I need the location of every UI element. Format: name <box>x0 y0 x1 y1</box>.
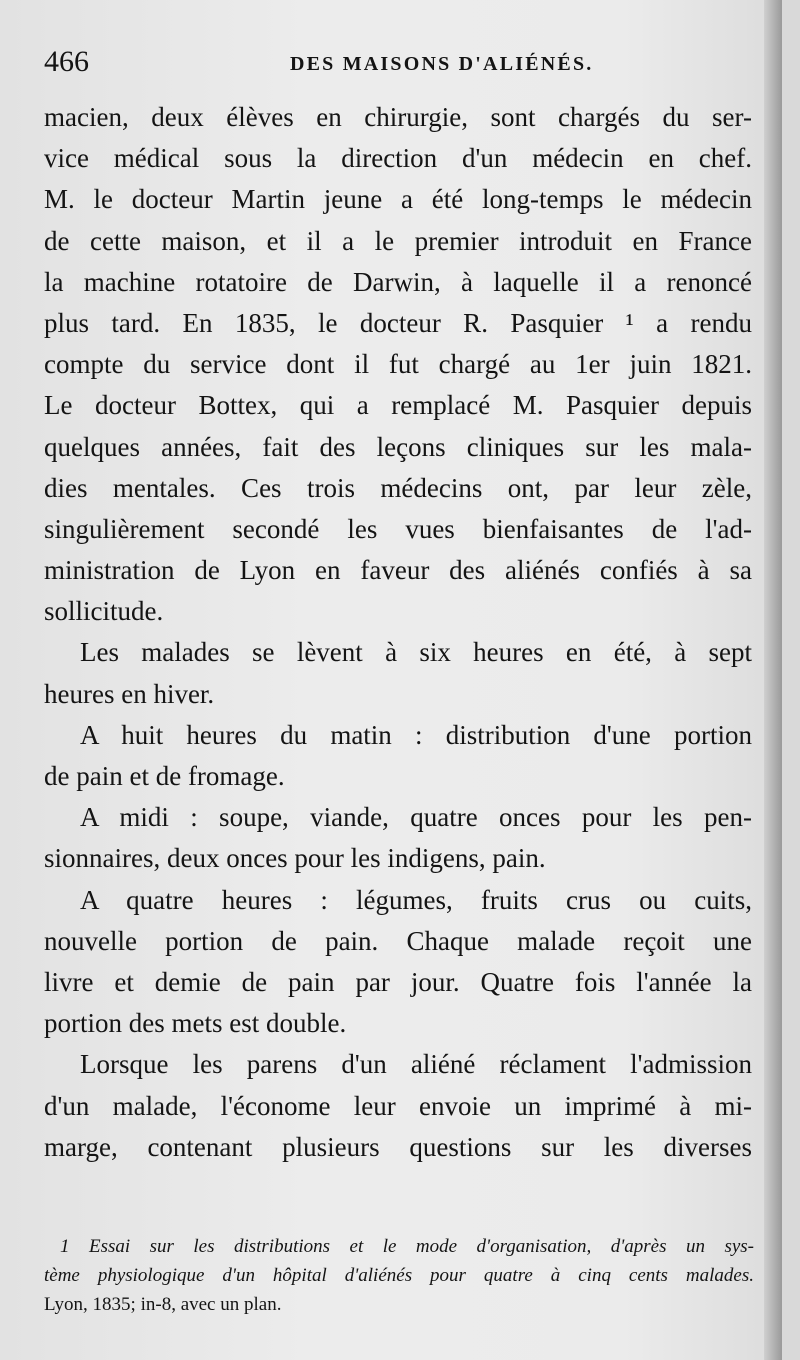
text-line: nouvelle portion de pain. Chaque malade reçoit une <box>44 925 752 956</box>
text-line: Les malades se lèvent à six heures en été, à sept <box>80 637 752 668</box>
text-line: livre et demie de pain par jour. Quatre fois l'année la <box>44 966 752 997</box>
footnote-line: 1 Essai sur les distributions et le mode d'organisation, d'après un sys- <box>60 1236 754 1257</box>
text-line: A huit heures du matin : distribution d'une portion <box>80 719 752 750</box>
running-head: DES MAISONS D'ALIÉNÉS. <box>290 53 594 75</box>
text-line: quelques années, fait des leçons cliniques sur les mala- <box>44 431 752 462</box>
text-line: sollicitude. <box>44 596 164 627</box>
text-line: la machine rotatoire de Darwin, à laquelle il a renoncé <box>44 266 752 297</box>
footnote-line: Lyon, 1835; in-8, avec un plan. <box>44 1294 282 1315</box>
page-edge-shadow <box>764 0 782 1360</box>
text-line: macien, deux élèves en chirurgie, sont chargés du ser- <box>44 102 752 132</box>
text-line: A quatre heures : légumes, fruits crus ou cuits, <box>80 884 752 915</box>
body-text <box>44 97 752 1168</box>
text-line: sionnaires, deux onces pour les indigens, pain. <box>44 843 546 874</box>
text-line: singulièrement secondé les vues bienfaisantes de l'ad- <box>44 513 752 544</box>
footnote-line: tème physiologique d'un hôpital d'aliénés pour quatre à cinq cents malades. <box>44 1265 754 1286</box>
text-line: portion des mets est double. <box>44 1008 347 1039</box>
text-line: dies mentales. Ces trois médecins ont, par leur zèle, <box>44 472 752 503</box>
page-number: 466 <box>44 45 89 78</box>
text-line: compte du service dont il fut chargé au 1er juin 1821. <box>44 349 752 380</box>
footnotes <box>44 1232 754 1319</box>
text-line: ministration de Lyon en faveur des aliénés confiés à sa <box>44 555 752 586</box>
text-line: Lorsque les parens d'un aliéné réclament l'admission <box>80 1049 752 1080</box>
text-line: Le docteur Bottex, qui a remplacé M. Pasquier depuis <box>44 390 752 421</box>
text-line: heures en hiver. <box>44 678 215 709</box>
page-header <box>44 40 744 84</box>
text-line: marge, contenant plusieurs questions sur les diverses <box>44 1131 752 1162</box>
text-line: de cette maison, et il a le premier introduit en France <box>44 225 752 256</box>
text-line: d'un malade, l'économe leur envoie un imprimé à mi- <box>44 1090 752 1121</box>
text-line: plus tard. En 1835, le docteur R. Pasquier ¹ a rendu <box>44 307 752 338</box>
text-line: M. le docteur Martin jeune a été long-temps le médecin <box>44 184 752 215</box>
text-line: A midi : soupe, viande, quatre onces pour les pen- <box>80 802 752 833</box>
text-line: vice médical sous la direction d'un médecin en chef. <box>44 143 752 174</box>
text-line: de pain et de fromage. <box>44 761 285 791</box>
